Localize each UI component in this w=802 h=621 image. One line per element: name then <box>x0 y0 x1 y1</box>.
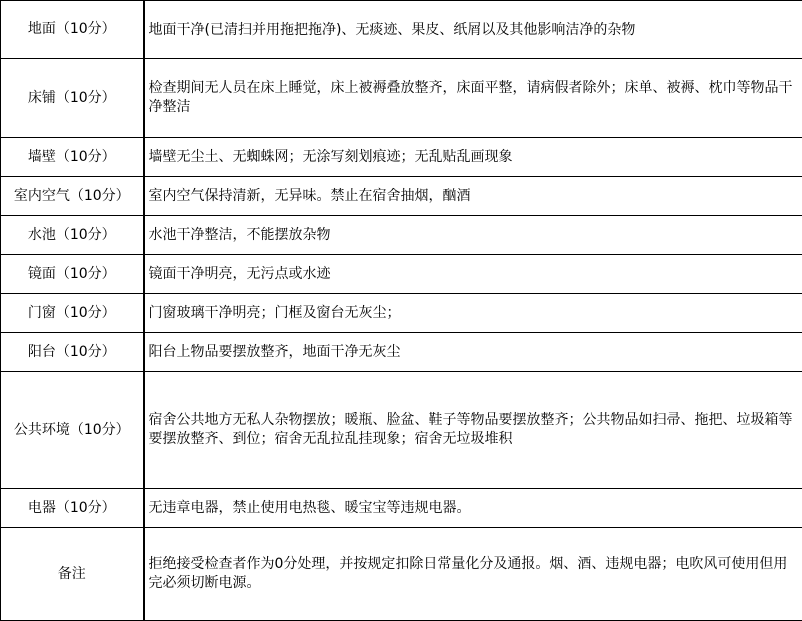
row-label: 门窗（10分） <box>1 294 144 333</box>
row-label: 备注 <box>1 528 144 621</box>
row-description: 无违章电器，禁止使用电热毯、暖宝宝等违规电器。 <box>144 489 802 528</box>
table-row <box>1 294 802 333</box>
row-label: 公共环境（10分） <box>1 372 144 489</box>
row-label: 地面（10分） <box>1 1 144 59</box>
table-row <box>1 333 802 372</box>
row-description: 镜面干净明亮，无污点或水迹 <box>144 255 802 294</box>
table-row <box>1 59 802 138</box>
table-row <box>1 1 802 59</box>
row-label: 墙壁（10分） <box>1 138 144 177</box>
row-description: 墙壁无尘土、无蜘蛛网；无涂写刻划痕迹；无乱贴乱画现象 <box>144 138 802 177</box>
row-label: 阳台（10分） <box>1 333 144 372</box>
table-row <box>1 138 802 177</box>
row-description: 拒绝接受检查者作为0分处理，并按规定扣除日常量化分及通报。烟、酒、违规电器；电吹风可使用但用完必须切断电源。 <box>144 528 802 621</box>
table-row <box>1 177 802 216</box>
row-label: 电器（10分） <box>1 489 144 528</box>
row-label: 镜面（10分） <box>1 255 144 294</box>
row-description: 水池干净整洁，不能摆放杂物 <box>144 216 802 255</box>
row-label: 水池（10分） <box>1 216 144 255</box>
row-description: 地面干净(已清扫并用拖把拖净)、无痰迹、果皮、纸屑以及其他影响洁净的杂物 <box>144 1 802 59</box>
row-description: 检查期间无人员在床上睡觉，床上被褥叠放整齐，床面平整，请病假者除外；床单、被褥、枕巾等物品干净整洁 <box>144 59 802 138</box>
row-label: 床铺（10分） <box>1 59 144 138</box>
table-row <box>1 216 802 255</box>
table-row <box>1 489 802 528</box>
table-row <box>1 528 802 621</box>
row-description: 门窗玻璃干净明亮；门框及窗台无灰尘； <box>144 294 802 333</box>
row-description: 宿舍公共地方无私人杂物摆放；暖瓶、脸盆、鞋子等物品要摆放整齐；公共物品如扫帚、拖把、垃圾箱等要摆放整齐、到位；宿舍无乱拉乱挂现象；宿舍无垃圾堆积 <box>144 372 802 489</box>
row-description: 室内空气保持清新，无异味。禁止在宿舍抽烟，酗酒 <box>144 177 802 216</box>
row-label: 室内空气（10分） <box>1 177 144 216</box>
table-row <box>1 255 802 294</box>
table-row <box>1 372 802 489</box>
row-description: 阳台上物品要摆放整齐，地面干净无灰尘 <box>144 333 802 372</box>
